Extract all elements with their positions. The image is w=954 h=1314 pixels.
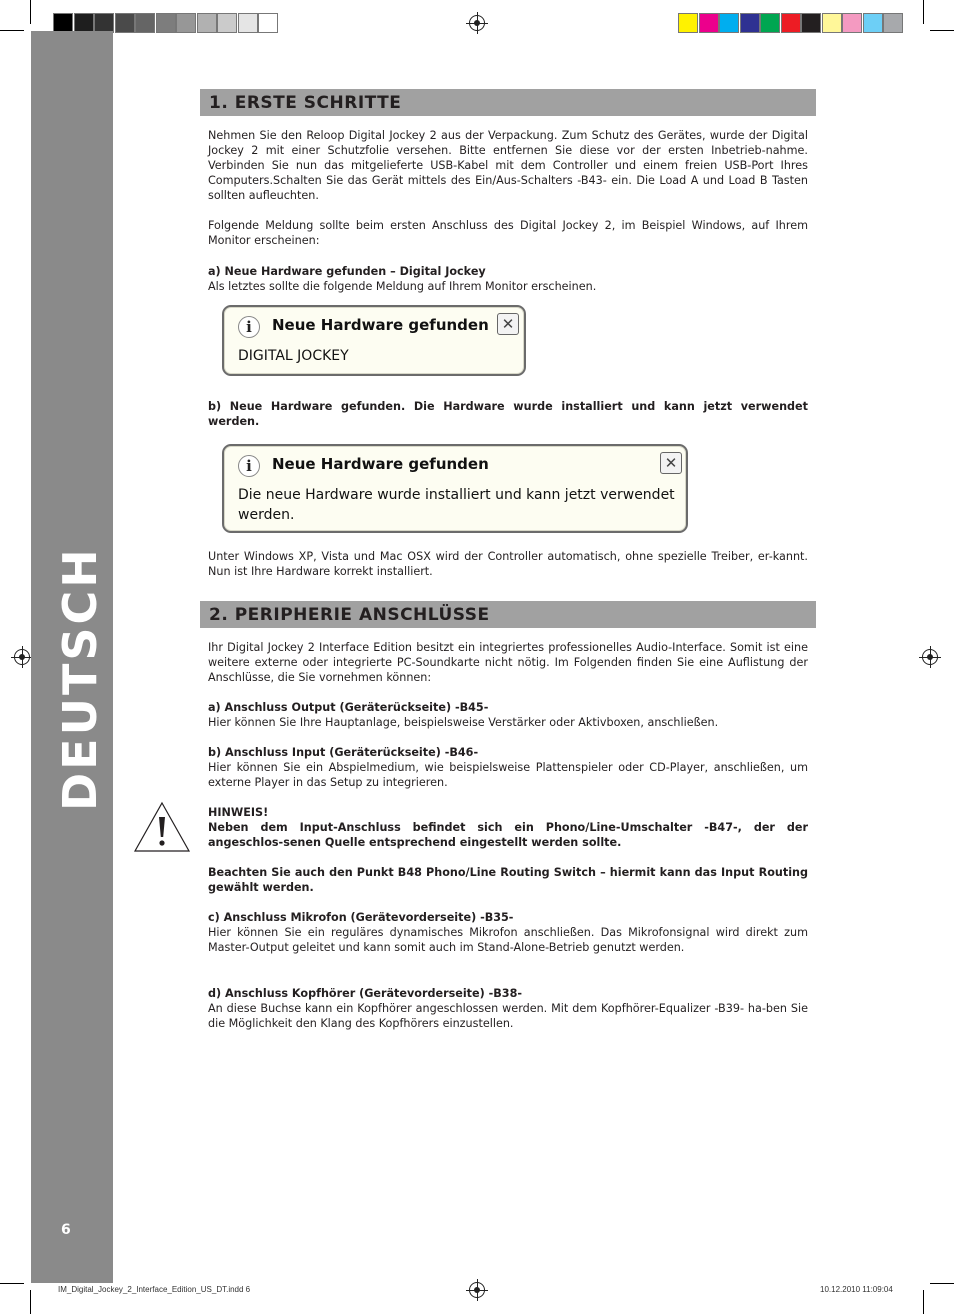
subheading: c) Anschluss Mikrofon (Gerätevorderseite) -B35- bbox=[208, 911, 514, 924]
gray-swatch bbox=[115, 13, 135, 33]
gray-swatch bbox=[156, 13, 176, 33]
close-icon: ✕ bbox=[660, 452, 682, 474]
gray-swatch bbox=[176, 13, 196, 33]
info-icon: i bbox=[238, 455, 260, 477]
paragraph: Als letztes sollte die folgende Meldung auf Ihrem Monitor erscheinen. bbox=[208, 280, 597, 294]
registration-mark-icon bbox=[922, 649, 938, 665]
notification-dialog-1 bbox=[222, 305, 526, 376]
section2-c bbox=[208, 910, 808, 955]
color-swatch bbox=[719, 13, 739, 33]
registration-mark-icon bbox=[469, 1282, 485, 1298]
section-title: 1. ERSTE SCHRITTE bbox=[209, 93, 402, 113]
crop-mark bbox=[0, 30, 24, 31]
page-number: 6 bbox=[61, 1222, 71, 1238]
gray-swatch bbox=[53, 13, 73, 33]
section-header-1 bbox=[200, 89, 816, 116]
hinweis-block bbox=[208, 805, 808, 850]
hinweis-heading: HINWEIS! bbox=[208, 806, 269, 819]
crop-mark bbox=[30, 1290, 31, 1314]
dialog-title: Neue Hardware gefunden bbox=[272, 316, 489, 334]
beachten-text: Beachten Sie auch den Punkt B48 Phono/Line Routing Switch – hiermit kann das Input Routing gewählt werden. bbox=[208, 866, 808, 895]
color-swatch bbox=[699, 13, 719, 33]
section-title: 2. PERIPHERIE ANSCHLÜSSE bbox=[209, 605, 490, 625]
paragraph: An diese Buchse kann ein Kopfhörer angeschlossen werden. Mit dem Kopfhörer-Equalizer -B39- ha-ben Sie die Möglichkeit den Klang des Kopfhörers einzustellen. bbox=[208, 1002, 808, 1031]
gray-swatch bbox=[258, 13, 278, 33]
section2-b bbox=[208, 745, 808, 790]
hinweis-text: Neben dem Input-Anschluss befindet sich ein Phono/Line-Umschalter -B47-, der der angeschlos-senen Quelle entsprechend eingestellt werden sollte. bbox=[208, 821, 808, 850]
crop-mark bbox=[0, 1283, 24, 1284]
language-label: DEUTSCH bbox=[53, 546, 107, 811]
subheading: d) Anschluss Kopfhörer (Gerätevorderseite) -B38- bbox=[208, 987, 523, 1000]
subheading: b) Anschluss Input (Geräterückseite) -B46- bbox=[208, 746, 479, 759]
registration-mark-icon bbox=[14, 649, 30, 665]
subheading: b) Neue Hardware gefunden. Die Hardware wurde installiert und kann jetzt verwendet werden. bbox=[208, 400, 808, 429]
section2-a bbox=[208, 700, 808, 730]
crop-mark bbox=[930, 1283, 954, 1284]
paragraph: Hier können Sie ein reguläres dynamisches Mikrofon anschließen. Das Mikrofonsignal wird direkt zum Master-Output geleitet und kann somit auch im Stand-Alone-Betrieb genutzt werden. bbox=[208, 926, 808, 955]
color-swatch bbox=[760, 13, 780, 33]
color-swatch bbox=[678, 13, 698, 33]
gray-swatch bbox=[217, 13, 237, 33]
section2-d bbox=[208, 986, 808, 1031]
color-swatch bbox=[740, 13, 760, 33]
subheading: a) Neue Hardware gefunden – Digital Jockey bbox=[208, 265, 486, 278]
gray-swatch bbox=[94, 13, 114, 33]
gray-swatch bbox=[197, 13, 217, 33]
file-slug: IM_Digital_Jockey_2_Interface_Edition_US_DT.indd 6 bbox=[58, 1285, 251, 1294]
gray-swatch bbox=[135, 13, 155, 33]
color-swatch bbox=[801, 13, 821, 33]
notification-dialog-2 bbox=[222, 444, 688, 533]
dialog-text-line-1: Die neue Hardware wurde installiert und kann jetzt verwendet bbox=[238, 487, 675, 503]
color-swatch bbox=[863, 13, 883, 33]
crop-mark bbox=[930, 30, 954, 31]
color-swatch bbox=[883, 13, 903, 33]
info-icon: i bbox=[238, 316, 260, 338]
crop-mark bbox=[923, 0, 924, 24]
color-swatch bbox=[842, 13, 862, 33]
crop-mark bbox=[30, 0, 31, 24]
close-icon: ✕ bbox=[497, 313, 519, 335]
section2-intro: Ihr Digital Jockey 2 Interface Edition besitzt ein integriertes professionelles Audio-Interface. Somit ist eine weitere externe oder integrierte PC-Soundkarte nicht nötig. Im Folgenden finden Sie eine Auflistung der Anschlüsse, die Sie vornehmen können: bbox=[208, 641, 808, 685]
section1-intro: Nehmen Sie den Reloop Digital Jockey 2 aus der Verpackung. Zum Schutz des Gerätes, wurde der Digital Jockey 2 mit einer Schutzfolie versehen. Bitte entfernen Sie diese vor der ersten Inbetrieb-nahme. Verbinden Sie nun das mitgelieferte USB-Kabel mit dem Controller und einem freien USB-Port Ihres Computers.Schalten Sie das Gerät mittels des Ein/Aus-Schalters -B43- ein. Die Load A und Load B Tasten sollten aufleuchten. bbox=[208, 129, 808, 203]
color-swatch bbox=[822, 13, 842, 33]
dialog-title: Neue Hardware gefunden bbox=[272, 455, 489, 473]
gray-swatch bbox=[238, 13, 258, 33]
color-swatch bbox=[781, 13, 801, 33]
subheading: a) Anschluss Output (Geräterückseite) -B45- bbox=[208, 701, 489, 714]
section1-outro: Unter Windows XP, Vista und Mac OSX wird der Controller automatisch, ohne spezielle Treiber, er-kannt. Nun ist Ihre Hardware korrekt installiert. bbox=[208, 550, 808, 579]
section1-a bbox=[208, 264, 808, 294]
crop-mark bbox=[923, 1290, 924, 1314]
warning-icon bbox=[133, 801, 191, 853]
paragraph: Hier können Sie ein Abspielmedium, wie beispielsweise Plattenspieler oder CD-Player, anschließen, um externe Player in das Setup zu integrieren. bbox=[208, 761, 808, 790]
paragraph: Hier können Sie Ihre Hauptanlage, beispielsweise Verstärker oder Aktivboxen, anschließen. bbox=[208, 716, 719, 730]
section-header-2 bbox=[200, 601, 816, 628]
section1-b bbox=[208, 399, 808, 429]
registration-mark-icon bbox=[469, 15, 485, 31]
dialog-text: DIGITAL JOCKEY bbox=[238, 348, 349, 364]
dialog-text-line-2: werden. bbox=[238, 507, 295, 523]
gray-swatch bbox=[74, 13, 94, 33]
print-timestamp: 10.12.2010 11:09:04 bbox=[820, 1285, 893, 1294]
language-sidebar bbox=[31, 31, 113, 1283]
section1-message-intro: Folgende Meldung sollte beim ersten Anschluss des Digital Jockey 2, im Beispiel Windows, auf Ihrem Monitor erscheinen: bbox=[208, 219, 808, 248]
